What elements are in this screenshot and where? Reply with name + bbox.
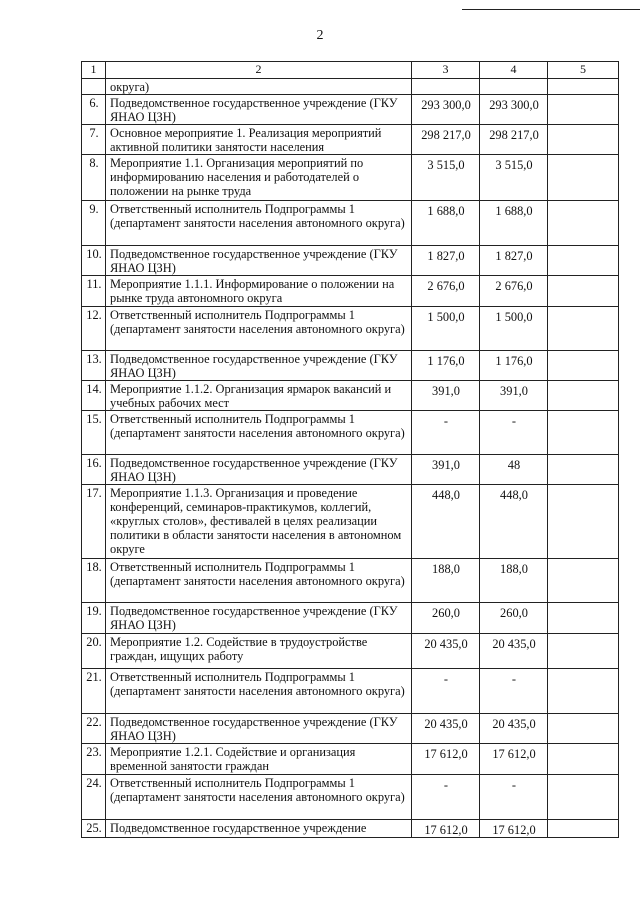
row-value-col3: 188,0: [412, 559, 480, 603]
row-value-col3: -: [412, 669, 480, 714]
table-row: [82, 201, 619, 246]
table-row: [82, 155, 619, 201]
row-value-col4: 298 217,0: [480, 125, 548, 155]
table-row: [82, 455, 619, 485]
row-value-col3: 2 676,0: [412, 276, 480, 307]
row-number: 8.: [82, 155, 106, 201]
row-description: Подведомственное государственное учреждение: [106, 820, 412, 838]
row-description: Основное мероприятие 1. Реализация мероприятий активной политики занятости населения: [106, 125, 412, 155]
row-description: Мероприятие 1.1.2. Организация ярмарок вакансий и учебных рабочих мест: [106, 381, 412, 411]
row-description: Подведомственное государственное учреждение (ГКУ ЯНАО ЦЗН): [106, 603, 412, 634]
row-description: Подведомственное государственное учреждение (ГКУ ЯНАО ЦЗН): [106, 455, 412, 485]
row-value-col5: [548, 246, 619, 276]
table-row: [82, 603, 619, 634]
row-value-col4: 1 176,0: [480, 351, 548, 381]
row-value-col4: 1 827,0: [480, 246, 548, 276]
row-value-col5: [548, 559, 619, 603]
row-value-col5: [548, 775, 619, 820]
row-number: 16.: [82, 455, 106, 485]
row-value-col4: 2 676,0: [480, 276, 548, 307]
row-value-col5: [548, 669, 619, 714]
row-number: 20.: [82, 634, 106, 669]
row-value-col5: [548, 381, 619, 411]
row-number: 25.: [82, 820, 106, 838]
row-value-col5: [548, 79, 619, 95]
row-value-col5: [548, 485, 619, 559]
row-value-col3: 1 827,0: [412, 246, 480, 276]
row-number: 22.: [82, 714, 106, 744]
row-value-col4: 260,0: [480, 603, 548, 634]
row-value-col4: 1 688,0: [480, 201, 548, 246]
column-header-row: [82, 62, 619, 79]
row-value-col5: [548, 411, 619, 455]
row-value-col5: [548, 634, 619, 669]
table-row: [82, 559, 619, 603]
row-value-col5: [548, 125, 619, 155]
row-description: Подведомственное государственное учреждение (ГКУ ЯНАО ЦЗН): [106, 351, 412, 381]
table-row: [82, 246, 619, 276]
row-value-col3: 391,0: [412, 381, 480, 411]
row-description: Ответственный исполнитель Подпрограммы 1 (департамент занятости населения автономного округа): [106, 307, 412, 351]
top-right-rule: [462, 0, 640, 10]
row-description: округа): [106, 79, 412, 95]
row-number: 21.: [82, 669, 106, 714]
table-row: [82, 351, 619, 381]
row-value-col4: 17 612,0: [480, 820, 548, 838]
row-number: 7.: [82, 125, 106, 155]
row-number: 24.: [82, 775, 106, 820]
row-value-col5: [548, 351, 619, 381]
row-value-col5: [548, 201, 619, 246]
column-header: 1: [82, 62, 106, 79]
row-value-col3: 3 515,0: [412, 155, 480, 201]
row-value-col5: [548, 95, 619, 125]
row-description: Подведомственное государственное учреждение (ГКУ ЯНАО ЦЗН): [106, 95, 412, 125]
table-row: [82, 307, 619, 351]
table-row: [82, 714, 619, 744]
row-value-col3: 20 435,0: [412, 634, 480, 669]
table-row: [82, 381, 619, 411]
row-value-col3: 448,0: [412, 485, 480, 559]
row-value-col4: 391,0: [480, 381, 548, 411]
row-description: Подведомственное государственное учреждение (ГКУ ЯНАО ЦЗН): [106, 714, 412, 744]
row-value-col3: 1 688,0: [412, 201, 480, 246]
row-number: 17.: [82, 485, 106, 559]
row-value-col4: 1 500,0: [480, 307, 548, 351]
row-description: Мероприятие 1.1.3. Организация и проведение конференций, семинаров-практикумов, коллегий, «круглых столов», фестивалей в целях реализации политики в области занятости населения в автономном округе: [106, 485, 412, 559]
page-number: 2: [316, 28, 324, 43]
row-value-col3: -: [412, 411, 480, 455]
row-value-col4: 188,0: [480, 559, 548, 603]
row-value-col3: 1 500,0: [412, 307, 480, 351]
row-description: Ответственный исполнитель Подпрограммы 1 (департамент занятости населения автономного округа): [106, 775, 412, 820]
table-row: [82, 744, 619, 775]
row-value-col4: 448,0: [480, 485, 548, 559]
table-row: [82, 125, 619, 155]
row-value-col3: 391,0: [412, 455, 480, 485]
table-row: [82, 485, 619, 559]
row-description: Мероприятие 1.1. Организация мероприятий по информированию населения и работодателей о положении на рынке труда: [106, 155, 412, 201]
table-row: [82, 411, 619, 455]
row-number: [82, 79, 106, 95]
row-value-col5: [548, 744, 619, 775]
table-row: [82, 669, 619, 714]
table-row: [82, 79, 619, 95]
row-description: Ответственный исполнитель Подпрограммы 1 (департамент занятости населения автономного округа): [106, 201, 412, 246]
table-row: [82, 276, 619, 307]
row-description: Ответственный исполнитель Подпрограммы 1 (департамент занятости населения автономного округа): [106, 411, 412, 455]
column-header: 4: [480, 62, 548, 79]
table-row: [82, 95, 619, 125]
row-number: 9.: [82, 201, 106, 246]
row-description: Ответственный исполнитель Подпрограммы 1 (департамент занятости населения автономного округа): [106, 559, 412, 603]
row-value-col3: [412, 79, 480, 95]
row-value-col4: [480, 79, 548, 95]
row-description: Мероприятие 1.2.1. Содействие и организация временной занятости граждан: [106, 744, 412, 775]
row-number: 18.: [82, 559, 106, 603]
row-value-col4: 20 435,0: [480, 634, 548, 669]
table-row: [82, 775, 619, 820]
row-value-col3: 17 612,0: [412, 744, 480, 775]
row-value-col3: 1 176,0: [412, 351, 480, 381]
row-description: Подведомственное государственное учреждение (ГКУ ЯНАО ЦЗН): [106, 246, 412, 276]
row-value-col4: 293 300,0: [480, 95, 548, 125]
column-header: 2: [106, 62, 412, 79]
row-value-col4: 3 515,0: [480, 155, 548, 201]
table-row: [82, 820, 619, 838]
row-number: 15.: [82, 411, 106, 455]
row-value-col5: [548, 820, 619, 838]
row-number: 10.: [82, 246, 106, 276]
row-number: 11.: [82, 276, 106, 307]
row-value-col3: 17 612,0: [412, 820, 480, 838]
row-value-col5: [548, 307, 619, 351]
row-value-col5: [548, 714, 619, 744]
column-header: 3: [412, 62, 480, 79]
row-value-col4: 20 435,0: [480, 714, 548, 744]
program-table: [81, 61, 619, 838]
row-number: 23.: [82, 744, 106, 775]
row-value-col3: 20 435,0: [412, 714, 480, 744]
table-row: [82, 634, 619, 669]
row-value-col4: 48: [480, 455, 548, 485]
row-value-col5: [548, 455, 619, 485]
row-value-col5: [548, 276, 619, 307]
row-number: 6.: [82, 95, 106, 125]
row-value-col3: 293 300,0: [412, 95, 480, 125]
table-body: [82, 62, 619, 838]
row-description: Мероприятие 1.2. Содействие в трудоустройстве граждан, ищущих работу: [106, 634, 412, 669]
row-description: Ответственный исполнитель Подпрограммы 1 (департамент занятости населения автономного округа): [106, 669, 412, 714]
row-description: Мероприятие 1.1.1. Информирование о положении на рынке труда автономного округа: [106, 276, 412, 307]
row-value-col4: -: [480, 411, 548, 455]
row-value-col4: 17 612,0: [480, 744, 548, 775]
row-value-col3: -: [412, 775, 480, 820]
row-value-col3: 298 217,0: [412, 125, 480, 155]
row-value-col4: -: [480, 775, 548, 820]
row-value-col4: -: [480, 669, 548, 714]
row-value-col5: [548, 603, 619, 634]
row-value-col5: [548, 155, 619, 201]
row-number: 14.: [82, 381, 106, 411]
row-value-col3: 260,0: [412, 603, 480, 634]
row-number: 19.: [82, 603, 106, 634]
column-header: 5: [548, 62, 619, 79]
row-number: 12.: [82, 307, 106, 351]
row-number: 13.: [82, 351, 106, 381]
